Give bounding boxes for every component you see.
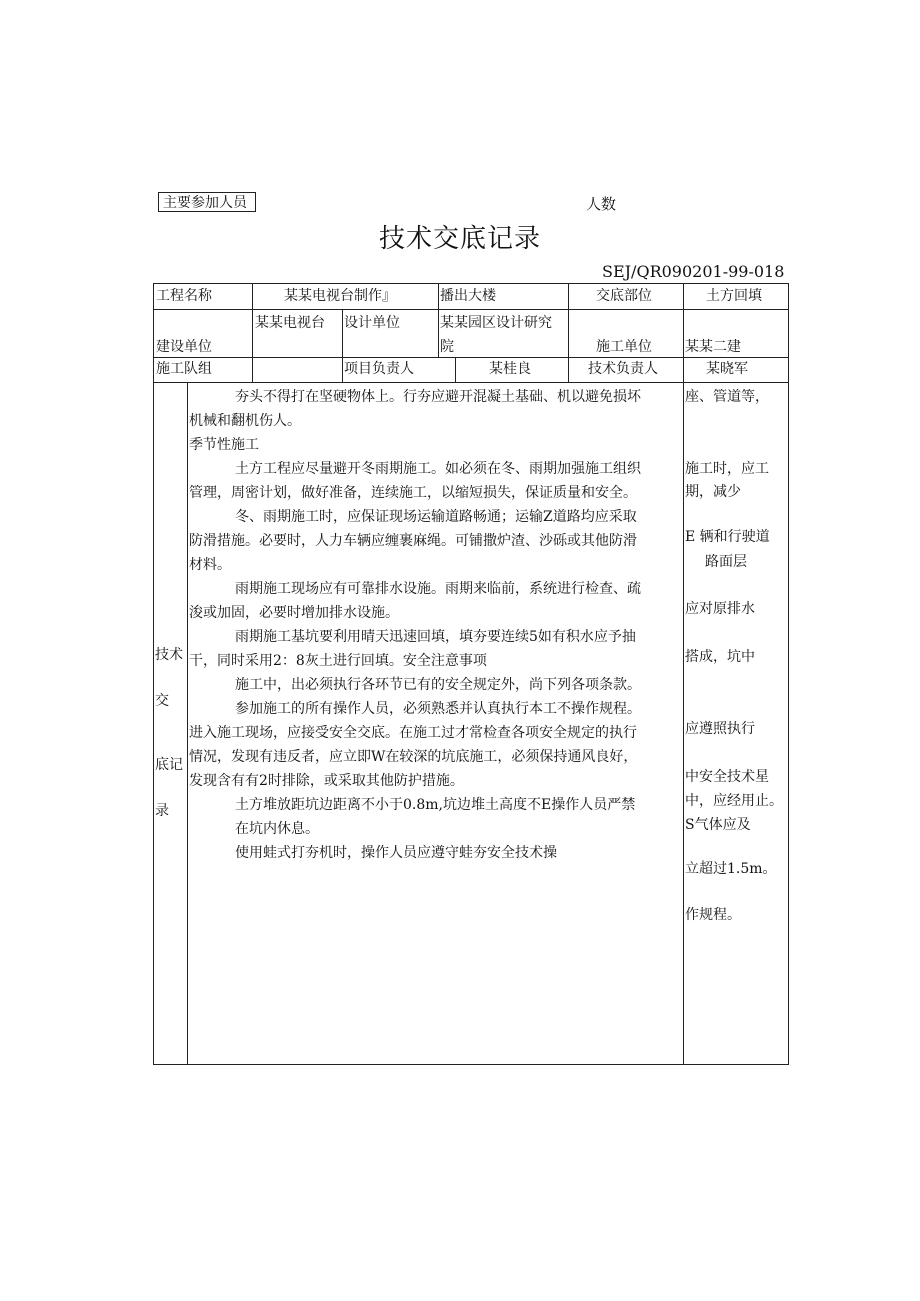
- record-right-line: 搭成，坑中: [685, 649, 755, 665]
- project-name-label: 工程名称: [156, 288, 212, 304]
- record-right-line: 应对原排水: [685, 601, 755, 617]
- design-unit-value: 某某园区设计研究: [440, 315, 552, 331]
- record-body: [189, 385, 681, 865]
- record-right-line: 施工时，应工: [685, 461, 769, 477]
- record-right-line: 应遵照执行: [685, 721, 755, 737]
- record-line: 在坑内休息。: [235, 821, 319, 837]
- record-side-label: 交: [155, 693, 169, 709]
- record-table: [153, 283, 789, 1065]
- record-line: 情况，发现有违反者，应立即W在较深的坑底施工，必须保持通风良好，: [189, 749, 638, 765]
- record-right-line: 立超过1.5m。: [685, 861, 777, 877]
- construction-unit-label: 施工单位: [596, 339, 652, 355]
- record-line: 雨期施工现场应有可靠排水设施。雨期来临前，系统进行检查、疏: [235, 581, 641, 597]
- record-line: 进入施工现场，应接受安全交底。在施工过才常检查各项安全规定的执行: [189, 725, 637, 741]
- record-line: 管理，周密计划，做好准备，连续施工，以缩短损失，保证质量和安全。: [189, 485, 637, 501]
- tech-lead-value: 某晓军: [706, 361, 748, 377]
- handover-part-label: 交底部位: [596, 288, 652, 304]
- tech-lead-label: 技术负责人: [588, 361, 658, 377]
- construction-unit-value: 某某二建: [685, 339, 741, 355]
- page-title: 技术交底记录: [378, 224, 541, 254]
- record-side-label: 底记: [155, 757, 183, 773]
- project-manager-value: 某桂良: [489, 361, 531, 377]
- record-line: 干，同时采用2：8灰土进行回填。安全注意事项: [189, 653, 487, 669]
- team-label: 施工队组: [156, 361, 212, 377]
- participants-label: 主要参加人员: [158, 192, 256, 212]
- project-name-value-cont: 播出大楼: [440, 288, 496, 304]
- record-line: 材料。: [189, 557, 231, 573]
- record-line: 浚或加固，必要时增加排水设施。: [189, 605, 399, 621]
- record-right-line: 座、管道等，: [685, 389, 769, 405]
- build-unit-value: 某某电视台: [255, 315, 325, 331]
- document-number: SEJ/QR090201-99-018: [602, 262, 785, 281]
- record-line: 季节性施工: [189, 437, 259, 453]
- record-side-label: 技术: [155, 647, 183, 663]
- record-line: 防滑措施。必要时，人力车辆应缠裹麻绳。可铺撒炉渣、沙砾或其他防滑: [189, 533, 637, 549]
- record-line: 发现含有有2时排除，或采取其他防护措施。: [189, 773, 464, 789]
- handover-part-value: 土方回填: [706, 288, 762, 304]
- project-manager-label: 项目负责人: [344, 361, 414, 377]
- design-unit-label: 设计单位: [344, 315, 400, 331]
- record-line: 使用蛙式打夯机时，操作人员应遵守蛙夯安全技术操: [235, 845, 557, 861]
- record-right-line: 路面层: [705, 554, 747, 570]
- record-line: 参加施工的所有操作人员，必须熟悉并认真执行本工不操作规程。: [235, 701, 641, 717]
- record-line: 施工中，出必须执行各环节已有的安全规定外，尚下列各项条款。: [235, 677, 641, 693]
- record-right-line: 期，减少: [685, 484, 741, 500]
- build-unit-label: 建设单位: [156, 339, 212, 355]
- record-line: 土方堆放距坑边距离不小于0.8m,坑边堆土高度不E操作人员严禁: [235, 797, 636, 813]
- record-line: 土方工程应尽量避开冬雨期施工。如必须在冬、雨期加强施工组织: [235, 461, 641, 477]
- design-unit-value-cont: 院: [440, 339, 454, 355]
- record-right-line: 作规程。: [685, 907, 741, 923]
- record-line: 雨期施工基坑要利用晴天迅速回填，填夯要连续5如有积水应予抽: [235, 629, 636, 645]
- record-line: 冬、雨期施工时，应保证现场运输道路畅通；运输Z道路均应采取: [235, 509, 637, 525]
- record-line: 机械和翻机伤人。: [189, 413, 301, 429]
- record-right-line: 中，应经用止。: [685, 793, 783, 809]
- project-name-value: 某某电视台制作』: [284, 288, 396, 304]
- count-label: 人数: [586, 195, 617, 213]
- record-side-label: 录: [155, 803, 169, 819]
- record-right-line: S气体应及: [685, 817, 751, 833]
- record-right-line: E 辆和行驶道: [685, 529, 770, 545]
- record-right-line: 中安全技术星: [685, 769, 769, 785]
- record-line: 夯头不得打在坚硬物体上。行夯应避开混凝土基础、机以避免损坏: [235, 389, 641, 405]
